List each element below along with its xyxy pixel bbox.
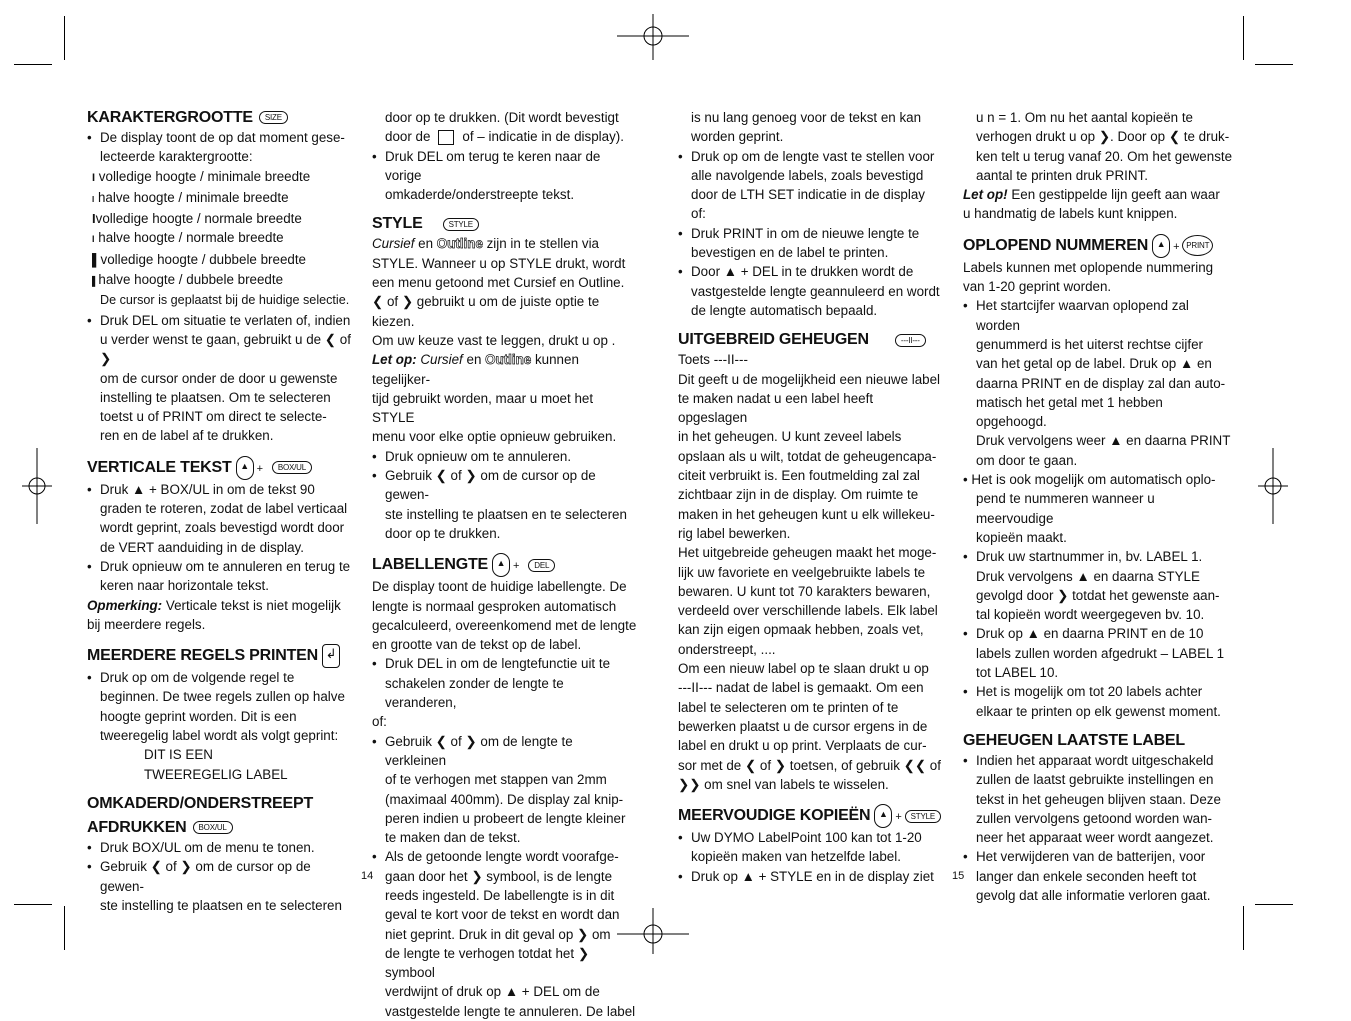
text-line: • Gebruik ❮ of ❯ om de cursor op de gewen- [87, 857, 352, 896]
column-4 [963, 108, 1233, 905]
text-line: Om een nieuw label op te slaan drukt u op [678, 661, 929, 677]
text-line: • Druk BOX/UL om de menu te tonen. [87, 838, 352, 857]
text-line: van 1-20 geprint worden. [963, 279, 1112, 295]
text-line: maken in het geheugen kunt u elk willekeu- [678, 506, 935, 522]
heading-omkaderd: OMKADERD/ONDERSTREEPT [87, 794, 314, 812]
box-indicator-icon [438, 130, 454, 145]
memory-key-icon: ---II--- [895, 334, 926, 347]
text-line: menu voor elke optie opnieuw gebruiken. [372, 429, 617, 445]
text-line: verdwijnt of druk op ▲ + DEL om de [385, 984, 600, 1000]
text-line: • Als de getoonde lengte wordt voorafge- [372, 847, 637, 866]
text-line: verhogen drukt u op ❯. Door op ❮ te druk- [976, 129, 1230, 145]
text-line: citeit verbruikt is. Een foutmelding zal zal [678, 468, 920, 484]
size-option: ▌halve hoogte / dubbele breedte [92, 272, 284, 288]
heading-karaktergrootte: KARAKTERGROOTTE SIZE [87, 108, 352, 128]
text-line: ste instelling te plaatsen en te selecteren [100, 897, 342, 913]
text-line: onderstreept, .... [678, 641, 776, 657]
heading-meervoudige-kopieen: MEERVOUDIGE KOPIEËN ▲ + STYLE [678, 804, 943, 828]
text-line: van het getal op de label. Druk op ▲ en [976, 356, 1212, 372]
print-key-icon: PRINT [1182, 235, 1213, 256]
text-line: • Druk ▲ + BOX/UL in om de tekst 90 [87, 480, 352, 499]
text-line: door op te drukken. [385, 525, 501, 541]
text-line: Het uitgebreide geheugen maakt het moge- [678, 545, 937, 561]
text-line: • Het is mogelijk om tot 20 labels achter [963, 682, 1233, 701]
heading-verticale-tekst: VERTICALE TEKST ▲ + BOX/UL [87, 456, 352, 480]
size-option: Ivolledige hoogte / normale breedte [92, 211, 302, 227]
text-line: tweeregelig label wordt als volgt geprint: [100, 728, 339, 744]
text-line: gevolg dat alle informatie verloren gaat. [976, 887, 1211, 903]
text-line: • Druk uw startnummer in, bv. LABEL 1. [963, 547, 1233, 566]
text-line: Let op: Cursief en Outline kunnen tegelijker- [372, 352, 579, 387]
text-line: beginnen. De twee regels zullen op halve [100, 689, 345, 705]
text-line: • De display toont de op dat moment gese- [87, 128, 352, 147]
text-line: ren en de label af te drukken. [100, 428, 274, 444]
text-line: • Druk op om de lengte vast te stellen voor [678, 147, 943, 166]
text-line: • Druk PRINT in om de nieuwe lengte te [678, 224, 943, 243]
text-line: door de of – indicatie in de display). [385, 129, 624, 145]
text-line: om de cursor onder de door u gewenste [100, 370, 338, 386]
text-line: tot LABEL 10. [976, 665, 1059, 681]
text-line: alle navolgende labels, zoals bevestigd [691, 167, 924, 183]
text-line: geval te kort voor de tekst en wordt dan [385, 907, 620, 923]
text-line: • Gebruik ❮ of ❯ om de lengte te verkleinen [372, 732, 637, 771]
text-line: Cursief en Outline zijn in te stellen via [372, 236, 599, 252]
text-line: • Druk opnieuw om te annuleren en terug te [87, 557, 352, 576]
text-line: door de LTH SET indicatie in de display of: [691, 187, 925, 222]
text-line: opslaan als u wilt, totdat de geheugencapa- [678, 448, 937, 464]
text-line: zullen vervolgens getoond worden wan- [976, 810, 1212, 826]
text-line: zichtbaar zijn in de display. Om ruimte te [678, 487, 919, 503]
text-line: in het geheugen. U kunt zeveel labels [678, 429, 902, 445]
text-line: zullen de laatst gebruikte instellingen en [976, 772, 1214, 788]
del-key-icon: DEL [528, 559, 555, 572]
text-line: peren indien u probeert de lengte kleiner [385, 810, 626, 826]
text-line: neer het apparaat weer wordt aangezet. [976, 830, 1214, 846]
text-line: De display toont de huidige labellengte. De [372, 579, 627, 595]
text-line: Let op! Een gestippelde lijn geeft aan waar [963, 187, 1220, 203]
column-3 [678, 108, 943, 886]
text-line: de lengte te verhogen totdat het ❯ symbool [385, 945, 590, 981]
text-line: • Druk opnieuw om te annuleren. [372, 447, 637, 466]
column-1 [87, 108, 352, 915]
heading-geheugen-laatste-label: GEHEUGEN LAATSTE LABEL [963, 731, 1185, 749]
text-line: niet geprint. Druk in dit geval op ❯ om [385, 926, 611, 942]
heading-afdrukken: AFDRUKKEN BOX/UL [87, 818, 352, 838]
heading-oplopend-nummeren: OPLOPEND NUMMEREN ▲ + PRINT [963, 234, 1233, 258]
text-line: Druk vervolgens ▲ en daarna STYLE [976, 568, 1200, 584]
text-line: schakelen zonder de lengte te veranderen, [385, 675, 564, 711]
text-line: (maximaal 400mm). De display zal knip- [385, 791, 624, 807]
page-number-right: 15 [952, 870, 965, 882]
text-line: daarna PRINT en de display zal dan auto- [976, 375, 1226, 391]
column-2 [372, 108, 637, 1021]
size-option: I halve hoogte / minimale breedte [92, 189, 289, 205]
style-key-icon: STYLE [443, 218, 479, 231]
registration-mark-left [22, 448, 52, 524]
text-line: de VERT aanduiding in de display. [100, 539, 304, 555]
text-line: • Het is ook mogelijk om automatisch oplo- [963, 472, 1216, 488]
text-line: worden geprint. [691, 129, 784, 145]
text-line: • Druk op ▲ + STYLE en in de display ziet [678, 867, 943, 886]
text-line: • Het verwijderen van de batterijen, voor [963, 847, 1233, 866]
text-line: vastgestelde lengte te annuleren. De label [385, 1003, 636, 1019]
text-line: • Druk DEL om terug te keren naar de vorige [372, 147, 637, 186]
text-line: • Druk op ▲ en daarna PRINT en de 10 [963, 624, 1233, 643]
text-line: toetst u of PRINT om direct te selecte- [100, 409, 327, 425]
text-line: • Door ▲ + DEL in te drukken wordt de [678, 262, 943, 281]
heading-labellengte: LABELLENGTE ▲ + DEL [372, 553, 637, 577]
registration-mark-right [1258, 448, 1288, 524]
text-line: ---II--- nadat de label is gemaakt. Om een [678, 680, 924, 696]
text-line: label en drukt u op print. Verplaats de cur- [678, 738, 927, 754]
text-line: ken telt u terug vanaf 20. Om het gewenste [976, 148, 1233, 164]
boxul-key-icon: BOX/UL [193, 821, 233, 834]
text-line: instelling te plaatsen. Om te selecteren [100, 389, 331, 405]
text-line: u verder wenst te gaan, gebruikt u de ❮ of ❯ [100, 331, 351, 367]
text-line: graden te roteren, zodat de label verticaal [100, 501, 348, 517]
text-line: te maken dan de tekst. [385, 830, 521, 846]
crop-mark [1243, 906, 1244, 950]
text-line: • Druk DEL om situatie te verlaten of, indien [87, 311, 352, 330]
text-line: • Druk DEL in om de lengtefunctie uit te [372, 654, 637, 673]
text-line: genummerd is het uiterst rechtse cijfer [976, 336, 1203, 352]
text-line: Om uw keuze vast te leggen, drukt u op . [372, 332, 616, 348]
crop-mark [14, 64, 52, 65]
text-line: gaan door het ❯ symbool, is de lengte [385, 868, 613, 884]
text-line: verdeeld over verschillende labels. Elk label [678, 603, 938, 619]
up-key-icon: ▲ [1152, 234, 1170, 258]
enter-key-icon: ↲ [322, 644, 340, 668]
text-line: en grootte van de tekst op de label. [372, 637, 582, 653]
text-line: door op te drukken. (Dit wordt bevestigt [385, 110, 619, 125]
text-line: pend te nummeren wanneer u meervoudige [976, 491, 1155, 526]
text-line: Labels kunnen met oplopende nummering [963, 259, 1214, 275]
text-line: sor met de ❮ of ❯ toetsen, of gebruik ❮❮ of [678, 757, 941, 773]
text-line: lecteerde karaktergrootte: [100, 149, 253, 165]
crop-mark [1255, 904, 1293, 905]
text-line: gevolgd door ❯ totdat het gewenste aan- [976, 587, 1220, 603]
text-line: gecalculeerd, overeenkomend met de lengte [372, 617, 637, 633]
text-line: tekst in het geheugen blijven staan. Deze [976, 791, 1221, 807]
size-option: I volledige hoogte / minimale breedte [92, 168, 311, 184]
up-key-icon: ▲ [236, 456, 254, 480]
heading-style: STYLE STYLE [372, 214, 637, 234]
text-line: omkaderde/onderstreepte tekst. [385, 187, 575, 203]
text-line: matisch het getal met 1 hebben opgehoogd. [976, 394, 1163, 430]
size-option: I halve hoogte / normale breedte [92, 230, 284, 246]
text-line: bij meerdere regels. [87, 616, 206, 632]
heading-meerdere-regels: MEERDERE REGELS PRINTEN ↲ [87, 644, 352, 668]
text-line: lengte is normaal gesproken automatisch [372, 598, 617, 614]
text-line: vastgestelde lengte geannuleerd en wordt [691, 283, 940, 299]
text-line: elkaar te printen op elk gewenst moment. [976, 703, 1221, 719]
text-line: kan zijn eigen opmaak hebben, zoals vet, [678, 622, 924, 638]
text-line: DIT IS EEN [144, 747, 213, 763]
text-line: u handmatig de labels kunt knippen. [963, 206, 1178, 222]
text-line: ste instelling te plaatsen en te selecteren [385, 506, 627, 522]
text-line: tal kopieën wordt weergegeven bv. 10. [976, 607, 1205, 623]
text-line: Dit geeft u de mogelijkheid een nieuwe label [678, 371, 941, 387]
text-line: • Indien het apparaat wordt uitgeschakeld [963, 751, 1233, 770]
text-line: reeds ingesteld. De labellengte is in dit [385, 887, 615, 903]
registration-mark-top [617, 14, 689, 60]
text-line: Toets ---II--- [678, 352, 748, 368]
text-line: rig label bewerken. [678, 525, 791, 541]
text-line: of te verhogen met stappen van 2mm [385, 772, 607, 788]
text-line: • Uw DYMO LabelPoint 100 kan tot 1-20 [678, 828, 943, 847]
text-line: bevestigen en de label te printen. [691, 245, 889, 261]
text-line: • Het startcijfer waarvan oplopend zal worden [963, 296, 1233, 335]
size-option: ▌volledige hoogte / dubbele breedte [92, 251, 307, 267]
text-line: ❮ of ❯ gebruikt u om de juiste optie te kiezen. [372, 294, 600, 329]
text-line: Opmerking: Verticale tekst is niet mogelijk [87, 597, 341, 613]
text-line: bewerken plaatst u de cursor ergens in de [678, 718, 928, 734]
crop-mark [64, 16, 65, 60]
text-line: De cursor is geplaatst bij de huidige selectie. [100, 293, 350, 308]
boxul-key-icon: BOX/UL [272, 461, 312, 474]
size-key-icon: SIZE [259, 111, 288, 124]
page-number-left: 14 [361, 870, 374, 882]
text-line: om door te gaan. [976, 452, 1078, 468]
text-line: labels zullen worden afgedrukt – LABEL 1 [976, 645, 1225, 661]
text-line: kopieën maakt. [976, 529, 1067, 545]
crop-mark [14, 904, 52, 905]
text-line: • Gebruik ❮ of ❯ om de cursor op de gewen- [372, 466, 637, 505]
text-line: een menu getoond met Cursief en Outline. [372, 275, 625, 291]
text-line: aantal te printen druk PRINT. [976, 167, 1148, 183]
text-line: hoogte geprint worden. Dit is een [100, 708, 297, 724]
heading-uitgebreid-geheugen: UITGEBREID GEHEUGEN ---II--- [678, 330, 943, 350]
text-line: is nu lang genoeg voor de tekst en kan [691, 110, 922, 125]
text-line: te maken nadat u een label heeft opgeslagen [678, 390, 874, 426]
text-line: bewaren. U kunt tot 70 karakters bewaren, [678, 583, 931, 599]
text-line: label te selecteren om te printen of te [678, 699, 899, 715]
text-line: • Druk op om de volgende regel te [87, 668, 352, 687]
text-line: tijd gebruikt worden, maar u moet het STYLE [372, 390, 594, 426]
text-line: langer dan enkele seconden heeft tot [976, 868, 1197, 884]
text-line: STYLE. Wanneer u op STYLE drukt, wordt [372, 255, 626, 271]
text-line: de lengte automatisch bepaald. [691, 302, 878, 318]
crop-mark [1255, 64, 1293, 65]
up-key-icon: ▲ [874, 804, 892, 828]
text-line: u n = 1. Om nu het aantal kopieën te [976, 110, 1194, 125]
text-line: lijk uw favoriete en veelgebruikte labels te [678, 564, 926, 580]
up-key-icon: ▲ [492, 553, 510, 577]
crop-mark [64, 906, 65, 950]
text-line: ❯❯ om snel van labels te wisselen. [678, 776, 889, 792]
text-line: Druk vervolgens weer ▲ en daarna PRINT [976, 433, 1231, 449]
style-key-icon: STYLE [905, 810, 941, 823]
text-line: keren naar horizontale tekst. [100, 578, 269, 594]
crop-mark [1243, 16, 1244, 60]
text-line: wordt geprint, zoals bevestigd wordt door [100, 520, 345, 536]
text-line: of: [372, 714, 387, 730]
text-line: TWEEREGELIG LABEL [144, 766, 288, 782]
text-line: kopieën maken van hetzelfde label. [691, 849, 901, 865]
